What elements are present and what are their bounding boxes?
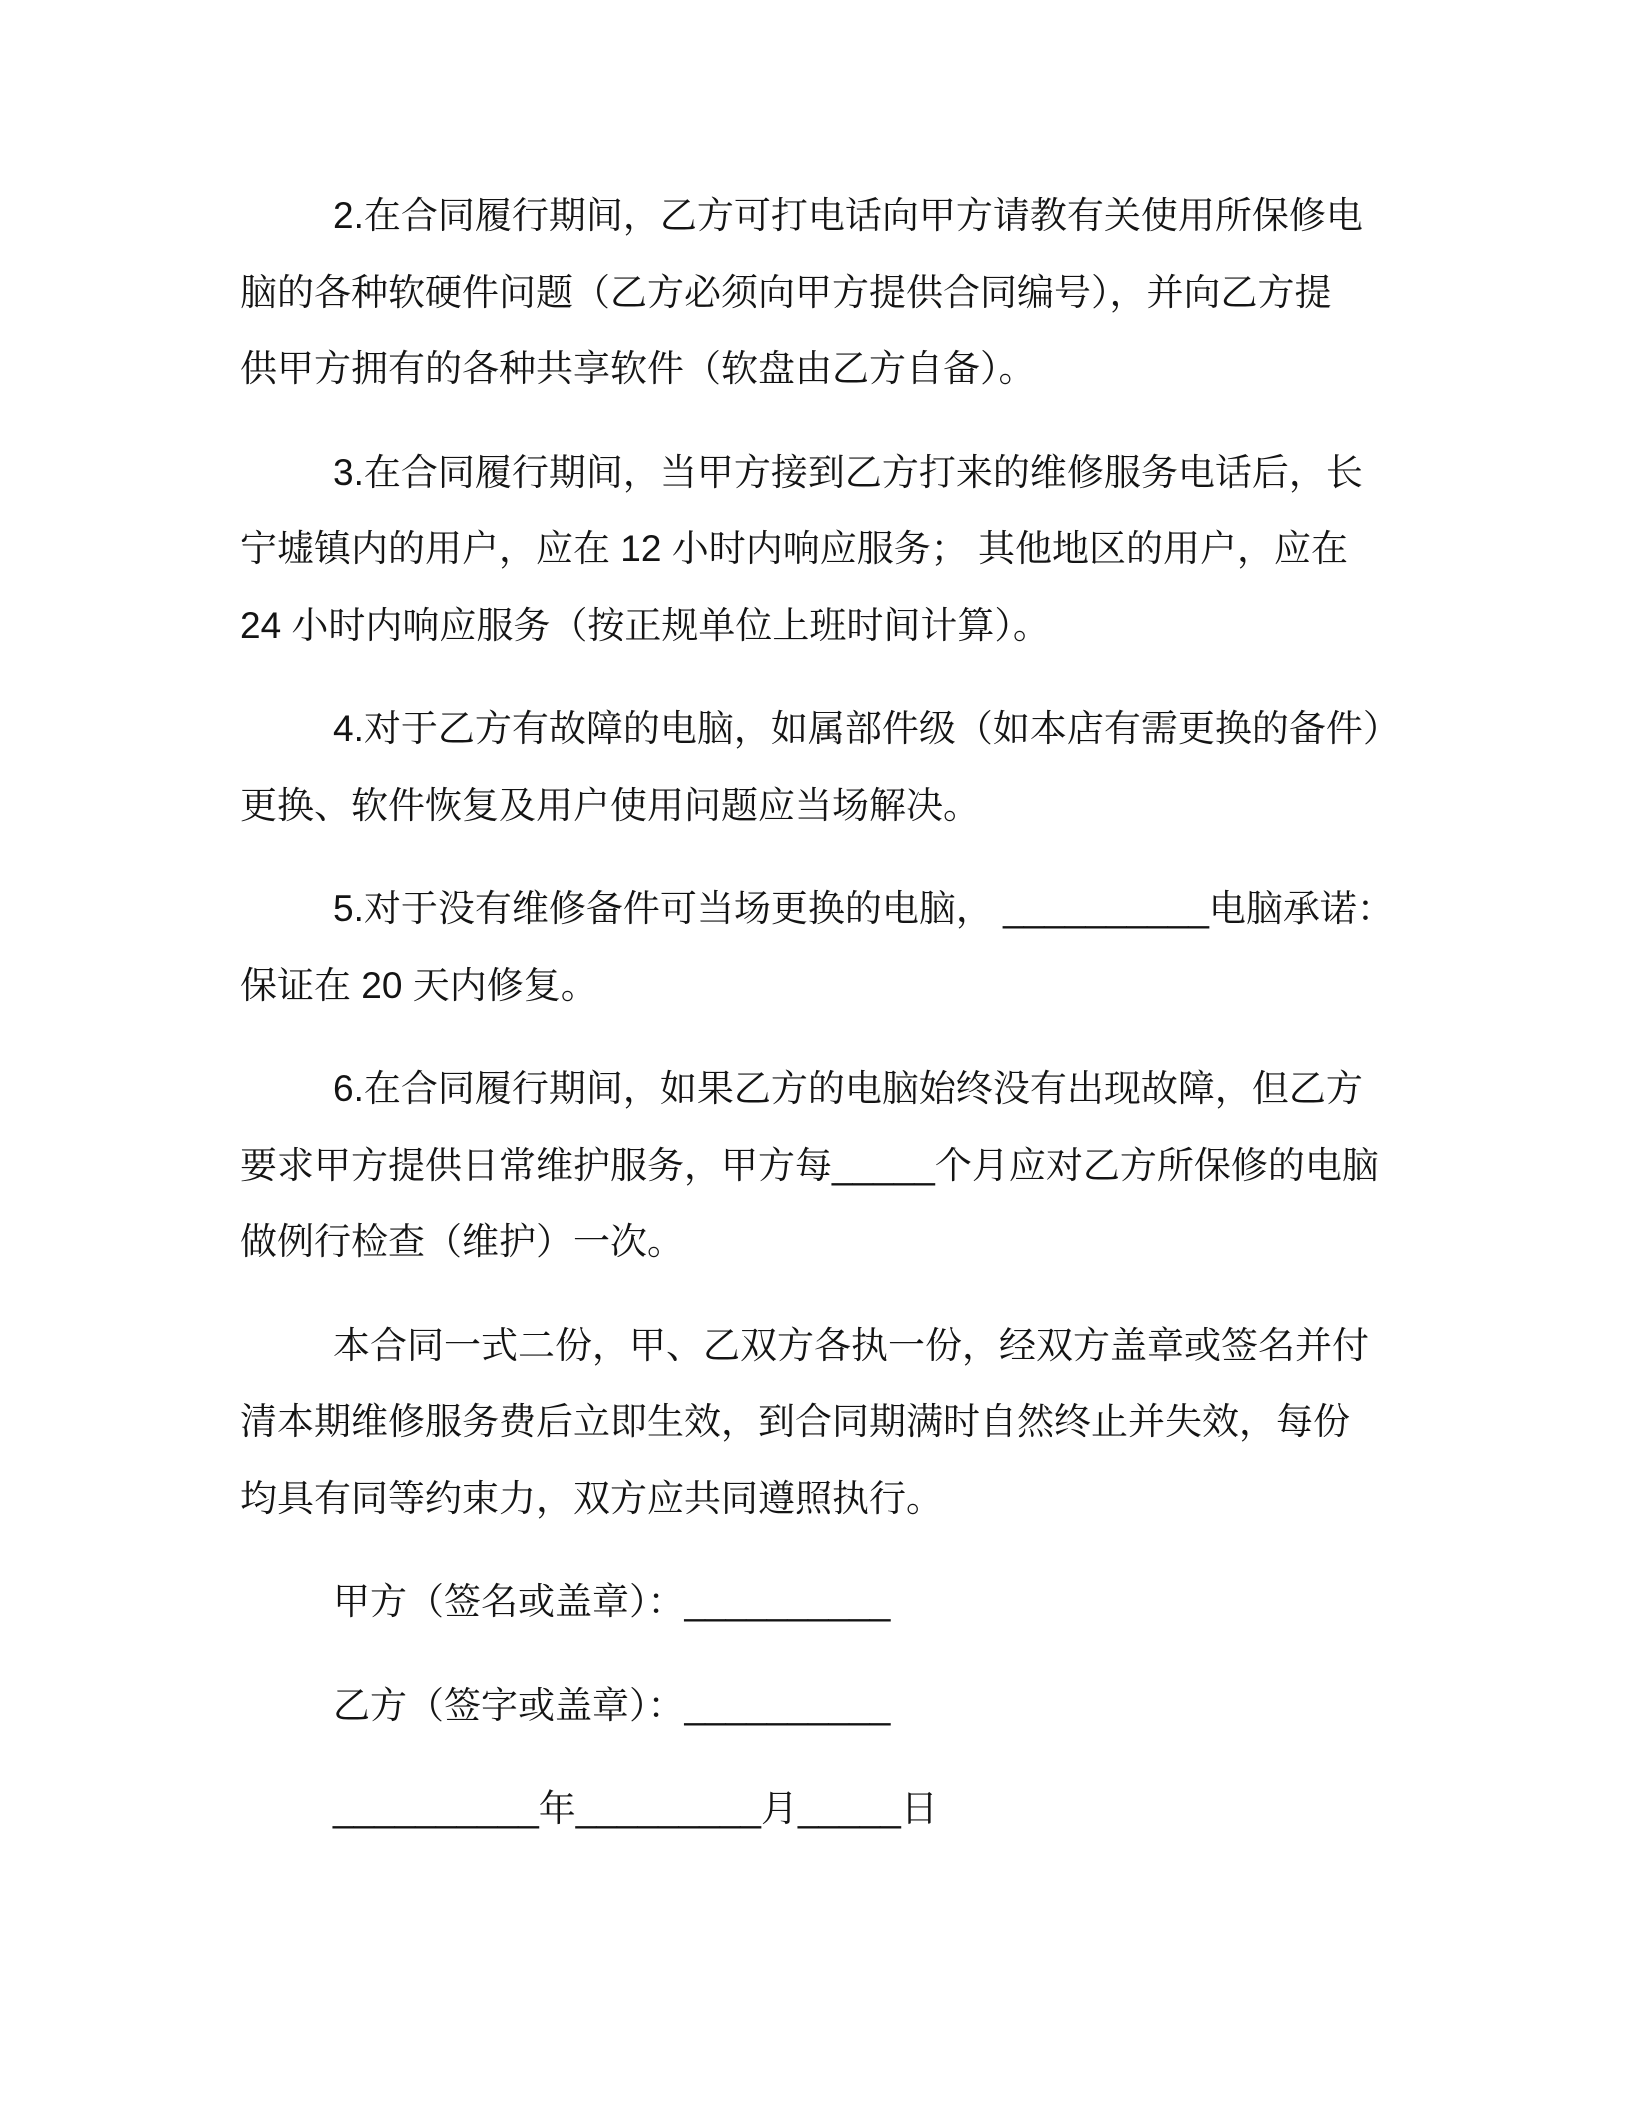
clause-4	[240, 691, 1432, 844]
party-b-signature-line: 乙方（签字或盖章）：__________	[333, 1684, 891, 1726]
signing-date-line: __________年_________月_____日	[333, 1788, 938, 1829]
clause-6-line-1: 6.在合同履行期间，如果乙方的电脑始终没有出现故障，但乙方	[333, 1068, 1363, 1109]
clause-3-line-1: 3.在合同履行期间，当甲方接到乙方打来的维修服务电话后，长	[333, 451, 1363, 493]
clause-4-line-2: 更换、软件恢复及用户使用问题应当场解决。	[240, 784, 980, 826]
closing-line-2: 清本期维修服务费后立即生效，到合同期满时自然终止并失效，每份	[240, 1401, 1350, 1442]
closing-paragraph	[240, 1308, 1432, 1538]
closing-line-1: 本合同一式二份，甲、乙双方各执一份，经双方盖章或签名并付	[333, 1324, 1369, 1366]
clause-2-line-1: 2.在合同履行期间，乙方可打电话向甲方请教有关使用所保修电	[333, 195, 1363, 236]
clause-2-line-3: 供甲方拥有的各种共享软件（软盘由乙方自备）。	[240, 348, 1036, 389]
clause-3	[240, 435, 1432, 665]
signing-date	[240, 1771, 1432, 1848]
clause-5-line-2: 保证在 20 天内修复。	[240, 964, 598, 1006]
party-a-signature	[240, 1564, 1432, 1641]
clause-3-line-2: 宁墟镇内的用户，应在 12 小时内响应服务； 其他地区的用户，应在	[240, 528, 1348, 569]
clause-5-line-1: 5.对于没有维修备件可当场更换的电脑， __________电脑承诺：	[333, 888, 1394, 929]
clause-3-line-3: 24 小时内响应服务（按正规单位上班时间计算）。	[240, 604, 1050, 646]
party-a-signature-line: 甲方（签名或盖章）：__________	[333, 1581, 891, 1622]
closing-line-3: 均具有同等约束力，双方应共同遵照执行。	[240, 1477, 943, 1519]
clause-2-line-2: 脑的各种软硬件问题（乙方必须向甲方提供合同编号），并向乙方提	[240, 271, 1332, 313]
clause-6-line-2: 要求甲方提供日常维护服务，甲方每_____个月应对乙方所保修的电脑	[240, 1144, 1379, 1186]
party-b-signature	[240, 1668, 1432, 1745]
clause-2	[240, 178, 1432, 408]
clause-5	[240, 871, 1432, 1024]
clause-4-line-1: 4.对于乙方有故障的电脑，如属部件级（如本店有需更换的备件）	[333, 708, 1400, 749]
clause-6-line-3: 做例行检查（维护）一次。	[240, 1221, 684, 1262]
clause-6	[240, 1051, 1432, 1281]
